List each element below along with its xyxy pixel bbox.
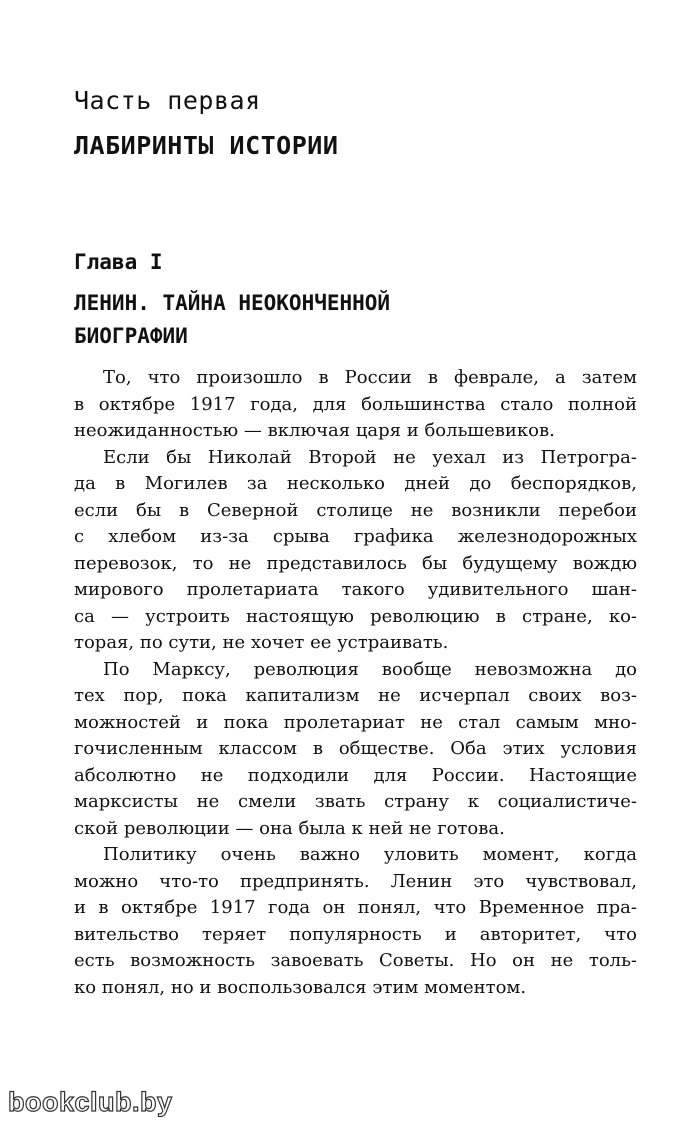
text-line: са — устроить настоящую революцию в стране, ко- — [74, 605, 637, 627]
text-line: тех пор, пока капитализм не исчерпал своих воз- — [74, 685, 637, 706]
chapter-title — [74, 287, 634, 353]
text-line: можностей и пока пролетариат не стал самым мно- — [74, 711, 637, 733]
text-line: неожиданностью — включая царя и большевиков. — [74, 420, 555, 441]
chapter-title-line: БИОГРАФИИ — [74, 324, 188, 348]
text-line: ской революции — она была к ней не готова. — [74, 817, 505, 839]
text-line: ко понял, но и воспользовался этим моментом. — [74, 976, 527, 998]
text-line: марксисты не смели звать страну к социалистиче- — [74, 791, 637, 812]
body-text — [74, 365, 637, 1001]
text-line: можно что-то предпринять. Ленин это чувствовал, — [74, 870, 637, 892]
text-line: есть возможность завоевать Советы. Но он не толь- — [74, 950, 637, 971]
text-line: торая, по сути, не хочет ее устраивать. — [74, 632, 449, 653]
part-label: Часть первая — [74, 86, 261, 115]
text-line: если бы в Северной столице не возникли перебои — [74, 499, 637, 521]
part-title: ЛАБИРИНТЫ ИСТОРИИ — [74, 131, 339, 160]
text-line: абсолютно не подходили для России. Настоящие — [74, 764, 637, 786]
text-line: перевозок, то не представилось бы будущему вождю — [74, 552, 637, 574]
text-line: мирового пролетариата такого удивительного шан- — [74, 579, 637, 600]
chapter-title-line: ЛЕНИН. ТАЙНА НЕОКОНЧЕННОЙ — [74, 291, 391, 315]
text-line: По Марксу, революция вообще невозможна до — [103, 658, 637, 680]
text-line: в октябре 1917 года, для большинства стало полной — [74, 393, 637, 415]
chapter-label: Глава I — [74, 250, 163, 274]
text-line: вительство теряет популярность и авторитет, что — [74, 923, 637, 945]
watermark-logo: bookclub.by — [8, 1087, 173, 1117]
text-line: да в Могилев за несколько дней до беспорядков, — [74, 473, 637, 494]
text-line: Политику очень важно уловить момент, когда — [103, 844, 637, 865]
text-line: То, что произошло в России в феврале, а затем — [103, 367, 637, 388]
text-line: Если бы Николай Второй не уехал из Петрогра- — [103, 446, 637, 468]
text-line: и в октябре 1917 года он понял, что Временное пра- — [74, 897, 637, 918]
text-line: гочисленным классом в обществе. Оба этих условия — [74, 738, 637, 759]
text-line: с хлебом из-за срыва графика железнодорожных — [74, 526, 637, 547]
